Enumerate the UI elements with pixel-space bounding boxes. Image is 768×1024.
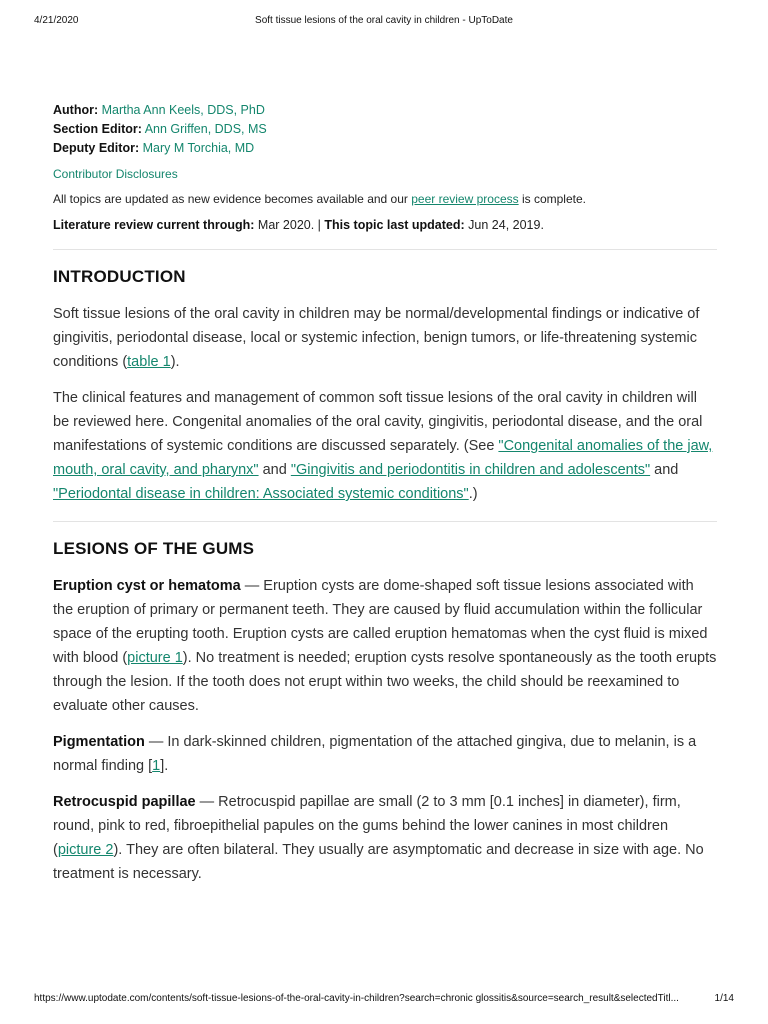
print-header — [34, 15, 734, 29]
section-editor-link[interactable]: Ann Griffen, DDS, MS — [144, 122, 267, 136]
gingivitis-periodontitis-link[interactable]: "Gingivitis and periodontitis in children and adolescents" — [290, 462, 651, 478]
pigmentation-term: Pigmentation — [53, 734, 145, 750]
update-notice-post: is complete. — [518, 192, 586, 206]
retrocuspid-paragraph: Retrocuspid papillae — Retrocuspid papillae are small (2 to 3 mm [0.1 inches] in diameter), firm, round, pink to red, fibroepithelial papules on the gums behind the lower canines in most children (picture 2). They are often bilateral. They usually are asymptomatic and decrease in size with age. No treatment is necessary. — [53, 794, 704, 882]
peer-review-link[interactable]: peer review process — [411, 192, 519, 206]
section-editor-line — [53, 120, 717, 139]
lesions-of-gums-heading: LESIONS OF THE GUMS — [53, 539, 255, 558]
print-footer — [34, 993, 734, 1007]
author-link[interactable]: Martha Ann Keels, DDS, PhD — [101, 103, 265, 117]
contributor-disclosures-link[interactable]: Contributor Disclosures — [53, 167, 178, 181]
print-title: Soft tissue lesions of the oral cavity in children - UpToDate — [255, 15, 513, 26]
intro-paragraph-2: The clinical features and management of common soft tissue lesions of the oral cavity in children will be reviewed here. Congenital anomalies of the oral cavity, gingivitis, periodontal disease, and the oral manifestations of systemic conditions are discussed separately. (See "Congenital anomalies of the jaw, mouth, oral cavity, and pharynx" and "Gingivitis and periodontitis in children and adolescents" and "Periodontal disease in children: Associated systemic conditions".) — [53, 390, 713, 502]
author-label: Author: — [53, 103, 99, 117]
eruption-cyst-term: Eruption cyst or hematoma — [53, 578, 241, 594]
contributor-disclosures-row — [53, 165, 717, 184]
print-url: https://www.uptodate.com/contents/soft-tissue-lesions-of-the-oral-cavity-in-children?search=chronic glossitis&source=search_result&selectedTitl... — [34, 993, 679, 1004]
deputy-editor-line — [53, 139, 717, 158]
reference-1-link[interactable]: 1 — [152, 758, 161, 774]
lit-review-label: Literature review current through: — [53, 218, 255, 232]
eruption-cyst-paragraph: Eruption cyst or hematoma — Eruption cysts are dome-shaped soft tissue lesions associated with the eruption of primary or permanent teeth. They are caused by fluid accumulation within the follicular space of the erupting tooth. Eruption cysts are called eruption hematomas when the cyst fluid is mixed with blood (picture 1). No treatment is needed; eruption cysts resolve spontaneously as the tooth erupts through the lesion. If the tooth does not erupt within two weeks, the child should be reexamined to evaluate other causes. — [53, 578, 717, 714]
periodontal-disease-link[interactable]: "Periodontal disease in children: Associated systemic conditions" — [53, 486, 469, 502]
pigmentation-paragraph: Pigmentation — In dark-skinned children, pigmentation of the attached gingiva, due to melanin, is a normal finding [1]. — [53, 734, 697, 774]
update-notice — [53, 190, 717, 209]
picture-1-link[interactable]: picture 1 — [127, 650, 183, 666]
introduction-heading: INTRODUCTION — [53, 267, 186, 286]
last-updated-value: Jun 24, 2019. — [464, 218, 544, 232]
congenital-anomalies-link[interactable]: "Congenital anomalies of the jaw, mouth, oral cavity, and pharynx" — [53, 438, 713, 478]
deputy-editor-link[interactable]: Mary M Torchia, MD — [142, 141, 255, 155]
review-dates — [53, 216, 717, 235]
picture-2-link[interactable]: picture 2 — [57, 842, 114, 858]
last-updated-label: This topic last updated: — [324, 218, 465, 232]
intro-paragraph-1: Soft tissue lesions of the oral cavity in children may be normal/developmental findings or indicative of gingivitis, periodontal disease, local or systemic infection, benign tumors, or life-threatening systemic conditions (table 1). — [53, 306, 700, 370]
table-1-link[interactable]: table 1 — [127, 354, 171, 370]
deputy-editor-label: Deputy Editor: — [53, 141, 140, 155]
article-content — [53, 101, 717, 886]
update-notice-pre: All topics are updated as new evidence becomes available and our — [53, 192, 412, 206]
divider — [53, 521, 717, 522]
print-date: 4/21/2020 — [34, 15, 79, 26]
author-line — [53, 101, 717, 120]
lit-review-value: Mar 2020. | — [254, 218, 325, 232]
page-number: 1/14 — [714, 993, 734, 1004]
divider — [53, 249, 717, 250]
retrocuspid-term: Retrocuspid papillae — [53, 794, 196, 810]
section-editor-label: Section Editor: — [53, 122, 142, 136]
